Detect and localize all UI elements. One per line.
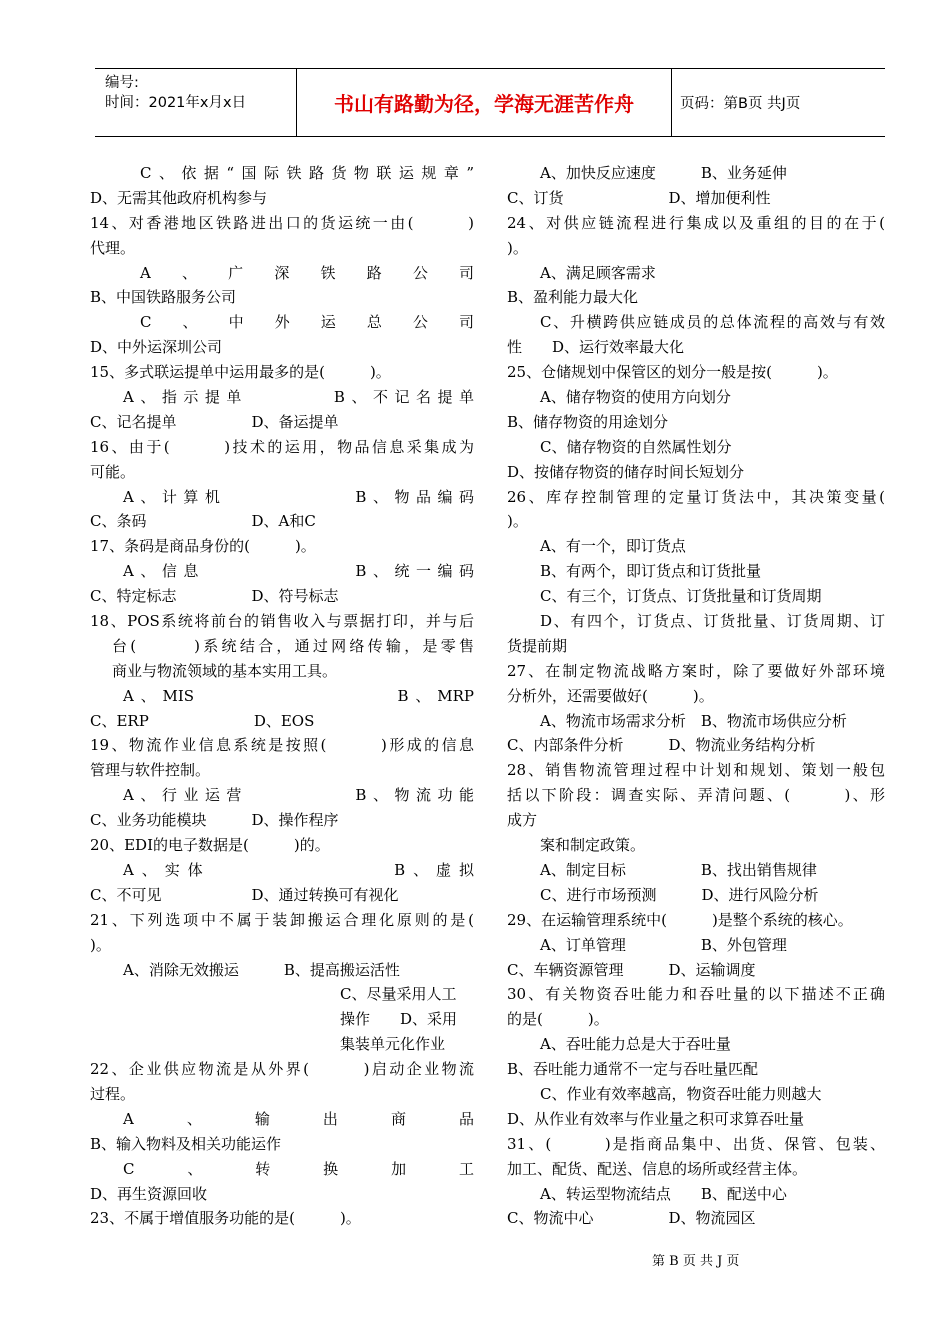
motto: 书山有路勤为径，学海无涯苦作舟: [296, 69, 672, 136]
text-line: 17、条码是商品身份的( )。: [90, 537, 316, 556]
text-line: 24、对供应链流程进行集成以及重组的目的在于(: [507, 213, 885, 232]
text-line: 成方: [507, 811, 538, 830]
text-line: A、信息 B、统一编码: [123, 562, 474, 581]
text-line: D、从作业有效率与作业量之积可求算吞吐量: [507, 1109, 805, 1128]
text-line: 14、对香港地区铁路进出口的货运统一由( ): [90, 213, 474, 232]
text-line: 可能。: [90, 462, 136, 481]
text-line: D、有四个，订货点、订货批量、订货周期、订: [540, 612, 885, 631]
text-line: 20、EDI的电子数据是( )的。: [90, 836, 330, 855]
serial-label: 编号:: [105, 75, 139, 91]
text-line: C、进行市场预测 D、进行风险分析: [540, 885, 819, 904]
text-line: A、有一个，即订货点: [540, 537, 686, 556]
text-line: A、MIS B、MRP: [123, 686, 474, 705]
text-line: B、储存物资的用途划分: [507, 412, 669, 431]
text-line: 22、企业供应物流是从外界( )启动企业物流: [90, 1060, 474, 1079]
text-line: A、指示提单 B、不记名提单: [123, 388, 474, 407]
text-line: A、行业运营 B、物流功能: [123, 786, 474, 805]
text-line: A、消除无效搬运 B、提高搬运活性: [123, 960, 400, 979]
text-line: 代理。: [90, 238, 136, 257]
time-label: 时间：2021年x月x日: [105, 95, 247, 111]
text-line: B、输入物料及相关功能运作: [90, 1134, 282, 1153]
text-line: A、制定目标 B、找出销售规律: [540, 860, 817, 879]
text-line: 28、销售物流管理过程中计划和规划、策划一般包: [507, 761, 885, 780]
text-line: D、再生资源回收: [90, 1184, 208, 1203]
page-header: [95, 68, 885, 137]
text-line: C、转换加工: [123, 1159, 474, 1178]
text-line: A、物流市场需求分析 B、物流市场供应分析: [540, 711, 847, 730]
text-line: A、满足顾客需求: [540, 263, 656, 282]
text-line: 29、在运输管理系统中( )是整个系统的核心。: [507, 910, 853, 929]
page-footer: 第 B 页 共 J 页: [652, 1254, 740, 1269]
text-line: 过程。: [90, 1084, 136, 1103]
text-line: 集装单元化作业: [340, 1035, 446, 1054]
text-line: B、盈利能力最大化: [507, 288, 639, 307]
text-line: C、业务功能模块 D、操作程序: [90, 811, 339, 830]
text-line: C、不可见 D、通过转换可有视化: [90, 885, 399, 904]
text-line: C、作业有效率越高，物资吞吐能力则越大: [540, 1084, 822, 1103]
text-line: B、有两个，即订货点和订货批量: [540, 562, 762, 581]
text-line: C、特定标志 D、符号标志: [90, 587, 339, 606]
text-line: 23、不属于增值服务功能的是( )。: [90, 1209, 361, 1228]
text-line: D、无需其他政府机构参与: [90, 188, 268, 207]
text-line: A、输出商品: [123, 1109, 474, 1128]
text-line: C、ERP D、EOS: [90, 711, 315, 730]
right-column: [507, 161, 885, 1231]
text-line: D、按储存物资的储存时间长短划分: [507, 462, 745, 481]
text-line: A、广深铁路公司: [140, 263, 474, 282]
text-line: 性 D、运行效率最大化: [507, 338, 685, 357]
text-line: C、记名提单 D、备运提单: [90, 412, 339, 431]
text-line: 台( )系统结合，通过网络传输，是零售: [112, 636, 474, 655]
text-line: C、有三个，订货点、订货批量和订货周期: [540, 587, 822, 606]
text-line: C、物流中心 D、物流园区: [507, 1209, 756, 1228]
text-line: 操作 D、采用: [340, 1010, 458, 1029]
text-line: A、计算机 B、物品编码: [123, 487, 474, 506]
text-line: C、订货 D、增加便利性: [507, 188, 771, 207]
text-line: 25、仓储规划中保管区的划分一般是按( )。: [507, 363, 838, 382]
left-column: [90, 161, 474, 1231]
text-line: 分析外，还需要做好( )。: [507, 686, 714, 705]
text-line: 19、物流作业信息系统是按照( )形成的信息: [90, 736, 474, 755]
text-line: 货提前期: [507, 636, 568, 655]
text-line: 26、库存控制管理的定量订货法中，其决策变量(: [507, 487, 885, 506]
text-line: 27、在制定物流战略方案时，除了要做好外部环境: [507, 661, 885, 680]
text-line: 案和制定政策。: [540, 836, 646, 855]
text-line: 18、POS系统将前台的销售收入与票据打印，并与后: [90, 612, 474, 631]
text-line: C、条码 D、A和C: [90, 512, 316, 531]
text-line: C、尽量采用人工: [340, 985, 457, 1004]
text-line: 21、下列选项中不属于装卸搬运合理化原则的是(: [90, 910, 474, 929]
text-line: C、车辆资源管理 D、运输调度: [507, 960, 756, 979]
text-line: )。: [507, 238, 528, 257]
text-line: A、吞吐能力总是大于吞吐量: [540, 1035, 731, 1054]
text-line: B、中国铁路服务公司: [90, 288, 237, 307]
text-line: )。: [90, 935, 111, 954]
text-line: A、转运型物流结点 B、配送中心: [540, 1184, 787, 1203]
text-line: 括以下阶段：调查实际、弄清问题、( )、形: [507, 786, 885, 805]
text-line: B、吞吐能力通常不一定与吞吐量匹配: [507, 1060, 759, 1079]
header-meta: [105, 73, 246, 113]
text-line: C、内部条件分析 D、物流业务结构分析: [507, 736, 816, 755]
text-line: 15、多式联运提单中运用最多的是( )。: [90, 363, 391, 382]
text-line: C、储存物资的自然属性划分: [540, 437, 732, 456]
text-line: A、实体 B、虚拟: [123, 860, 474, 879]
text-line: )。: [507, 512, 528, 531]
text-line: A、加快反应速度 B、业务延伸: [540, 164, 787, 182]
text-line: 管理与软件控制。: [90, 761, 211, 780]
text-line: 16、由于( )技术的运用，物品信息采集成为: [90, 437, 474, 456]
text-line: 加工、配货、配送、信息的场所或经营主体。: [507, 1159, 808, 1178]
text-line: C、升横跨供应链成员的总体流程的高效与有效: [540, 313, 885, 332]
text-line: 商业与物流领域的基本实用工具。: [112, 661, 338, 680]
text-line: A、订单管理 B、外包管理: [540, 935, 787, 954]
text-line: C、中外运总公司: [140, 313, 474, 332]
text-line: D、中外运深圳公司: [90, 338, 223, 357]
text-line: 30、有关物资吞吐能力和吞吐量的以下描述不正确: [507, 985, 885, 1004]
text-line: A、储存物资的使用方向划分: [540, 388, 731, 407]
text-line: C、依据“国际铁路货物联运规章”: [140, 164, 474, 182]
text-line: 31、( )是指商品集中、出货、保管、包装、: [507, 1134, 885, 1153]
text-line: 的是( )。: [507, 1010, 609, 1029]
page-label: 页码：第B页 共J页: [680, 96, 801, 112]
